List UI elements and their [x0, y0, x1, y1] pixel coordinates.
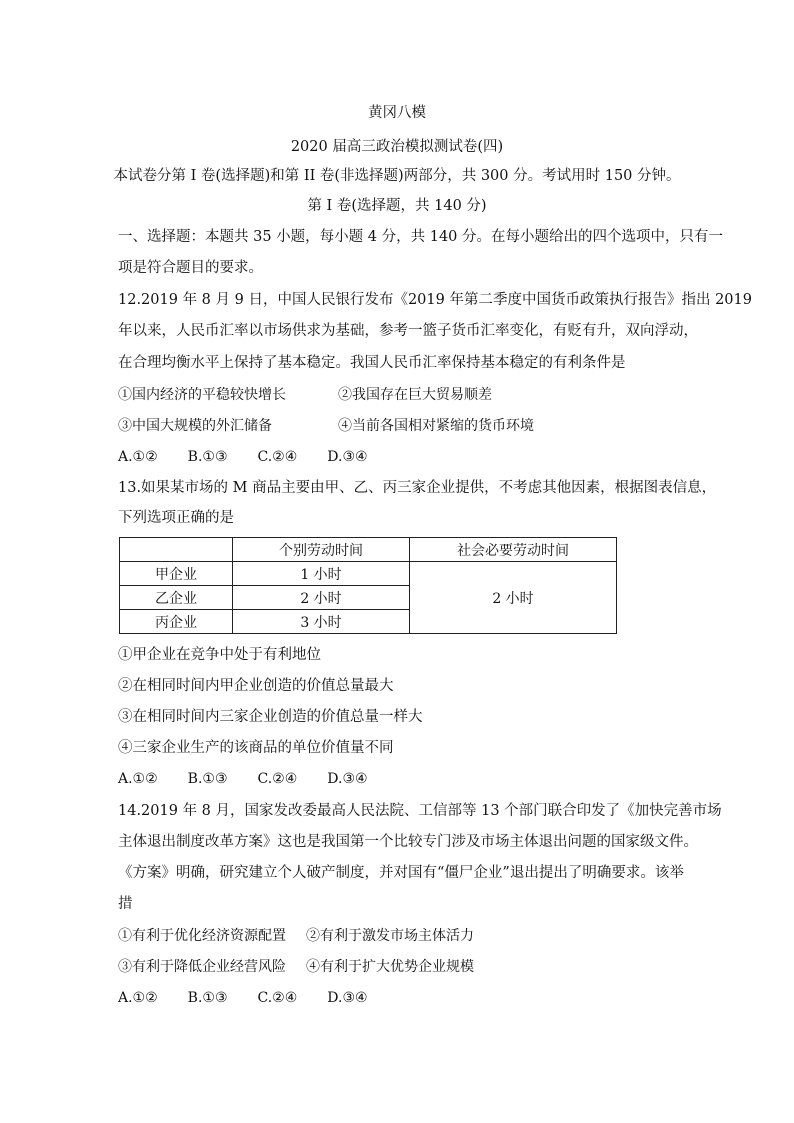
q14-statement: ②有利于激发市场主体活力 — [306, 928, 474, 944]
q12-stem: 12.2019 年 8 月 9 日，中国人民银行发布《2019 年第二季度中国货币政策执行报告》指出 2019 — [118, 292, 752, 308]
q12-stem: 年以来，人民币汇率以市场供求为基础，参考一篮子货币汇率变化，有贬有升，双向浮动， — [118, 323, 698, 339]
choice-d[interactable]: D.③④ — [327, 990, 368, 1006]
table-header-cell: 个别劳动时间 — [233, 538, 410, 562]
choice-b[interactable]: B.①③ — [187, 771, 228, 787]
part-heading: 第 I 卷(选择题，共 140 分) — [307, 198, 487, 214]
instructions-line: 项是符合题目的要求。 — [118, 260, 263, 276]
q14-stem: 14.2019 年 8 月，国家发改委最高人民法院、工信部等 13 个部门联合印发了《加快完善市场 — [118, 803, 722, 819]
choice-c[interactable]: C.②④ — [257, 449, 298, 465]
individual-time-cell: 3 小时 — [233, 610, 410, 634]
exam-intro: 本试卷分第 I 卷(选择题)和第 II 卷(非选择题)两部分，共 300 分。考试用时 150 分钟。 — [113, 168, 681, 184]
choice-c[interactable]: C.②④ — [257, 771, 298, 787]
labor-time-table — [119, 537, 617, 634]
q12-stem: 在合理均衡水平上保持了基本稳定。我国人民币汇率保持基本稳定的有利条件是 — [118, 355, 626, 371]
q12-choices — [118, 447, 398, 467]
q14-statements-row — [118, 926, 474, 946]
company-name-cell: 乙企业 — [120, 586, 233, 610]
q14-stem: 《方案》明确，研究建立个人破产制度，并对国有“僵尸企业”退出提出了明确要求。该举 — [118, 865, 684, 881]
instructions-line: 一、选择题：本题共 35 小题，每小题 4 分，共 140 分。在每小题给出的四个选项中，只有一 — [118, 229, 724, 245]
q13-statement: ①甲企业在竞争中处于有利地位 — [118, 647, 321, 663]
q12-statement: ①国内经济的平稳较快增长 — [118, 387, 286, 403]
company-name-cell: 丙企业 — [120, 610, 233, 634]
q12-statements-row — [118, 385, 492, 405]
q14-statement: ④有利于扩大优势企业规模 — [306, 959, 474, 975]
company-name-cell: 甲企业 — [120, 562, 233, 586]
table-header-row — [120, 538, 617, 562]
q13-stem: 下列选项正确的是 — [118, 510, 234, 526]
q13-statement: ②在相同时间内甲企业创造的价值总量最大 — [118, 678, 394, 694]
choice-d[interactable]: D.③④ — [327, 449, 368, 465]
q14-choices — [118, 988, 398, 1008]
q12-statements-row — [118, 416, 534, 436]
choice-b[interactable]: B.①③ — [187, 449, 228, 465]
q13-statement: ④三家企业生产的该商品的单位价值量不同 — [118, 740, 394, 756]
exam-title: 2020 届高三政治模拟测试卷(四) — [290, 139, 504, 155]
choice-d[interactable]: D.③④ — [327, 771, 368, 787]
social-time-cell: 2 小时 — [410, 562, 617, 634]
q14-statement: ①有利于优化经济资源配置 — [118, 928, 286, 944]
q14-statement: ③有利于降低企业经营风险 — [118, 959, 286, 975]
choice-b[interactable]: B.①③ — [187, 990, 228, 1006]
q14-statements-row — [118, 957, 474, 977]
table-row — [120, 562, 617, 586]
q14-stem: 措 — [118, 896, 133, 912]
choice-a[interactable]: A.①② — [118, 990, 158, 1006]
exam-series-title: 黄冈八模 — [368, 105, 426, 121]
individual-time-cell: 1 小时 — [233, 562, 410, 586]
choice-a[interactable]: A.①② — [118, 449, 158, 465]
q12-statement: ④当前各国相对紧缩的货币环境 — [338, 418, 534, 434]
table-header-cell: 社会必要劳动时间 — [410, 538, 617, 562]
q13-choices — [118, 769, 398, 789]
q12-statement: ②我国存在巨大贸易顺差 — [338, 387, 492, 403]
q14-stem: 主体退出制度改革方案》这也是我国第一个比较专门涉及市场主体退出问题的国家级文件。 — [118, 834, 698, 850]
q13-statement: ③在相同时间内三家企业创造的价值总量一样大 — [118, 709, 423, 725]
individual-time-cell: 2 小时 — [233, 586, 410, 610]
choice-a[interactable]: A.①② — [118, 771, 158, 787]
q12-statement: ③中国大规模的外汇储备 — [118, 418, 272, 434]
table-header-cell — [120, 538, 233, 562]
q13-stem: 13.如果某市场的 M 商品主要由甲、乙、丙三家企业提供，不考虑其他因素，根据图表信息， — [118, 480, 717, 496]
choice-c[interactable]: C.②④ — [257, 990, 298, 1006]
